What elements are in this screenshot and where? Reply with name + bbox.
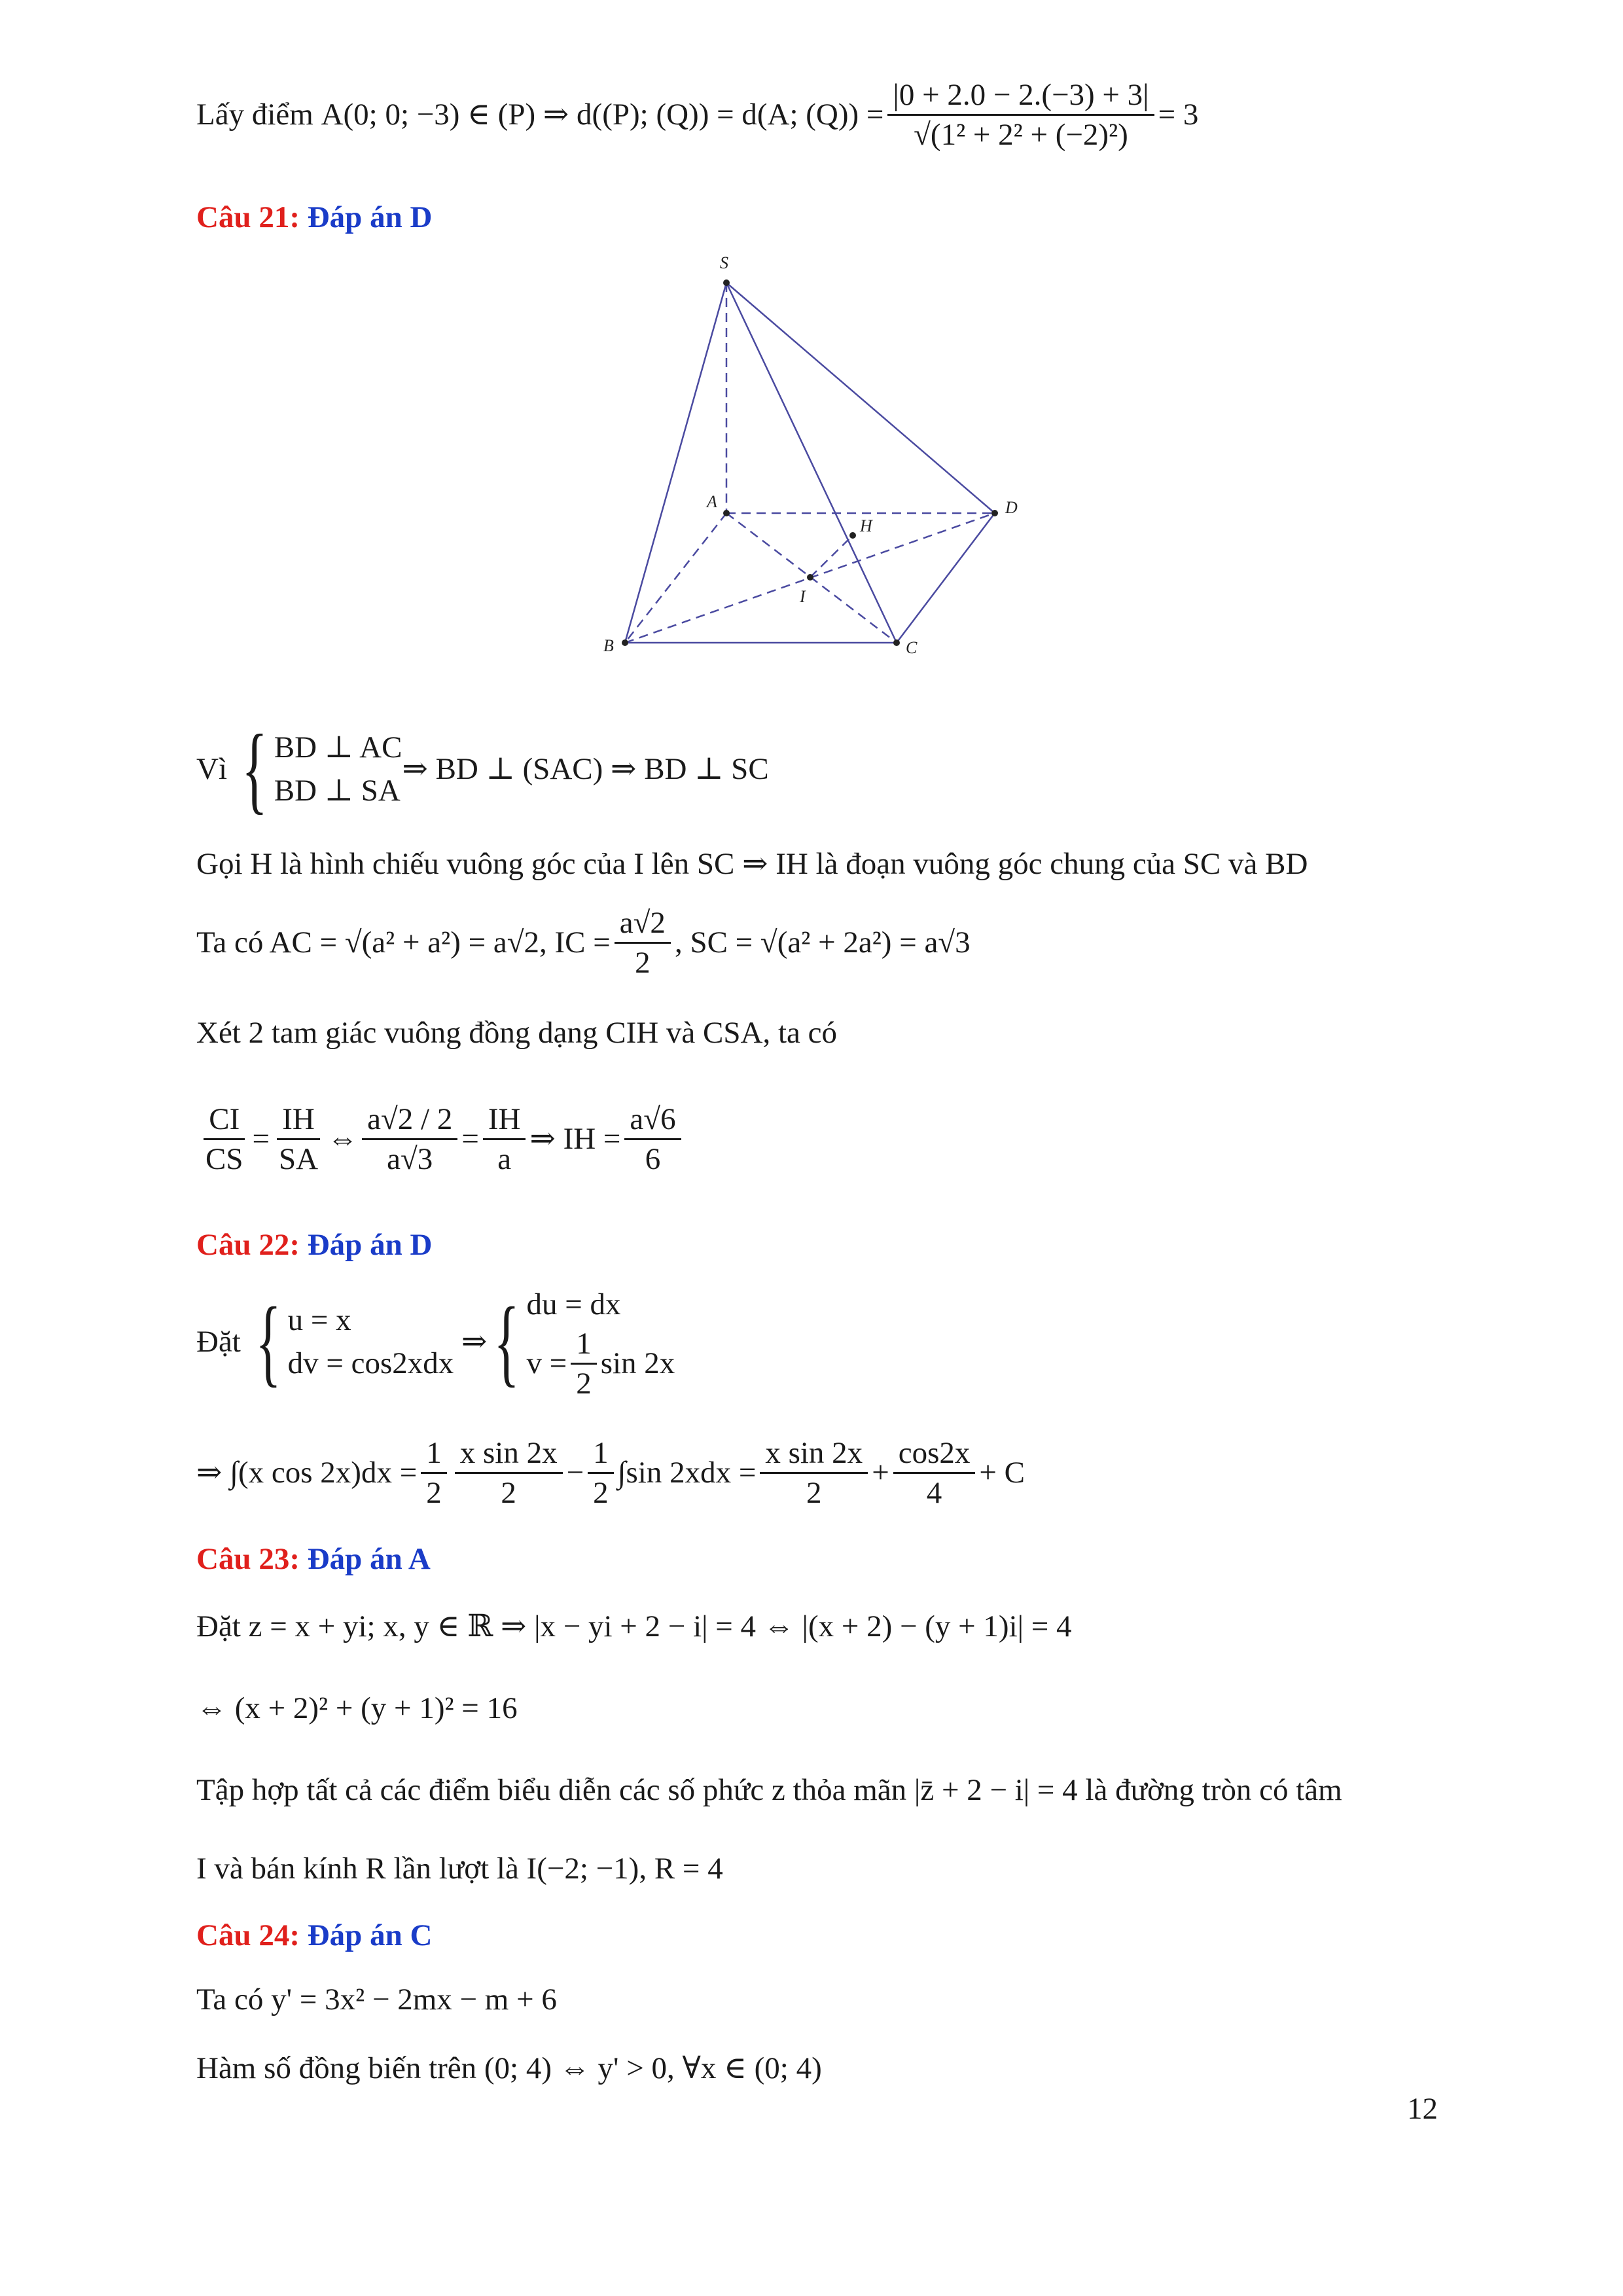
q23-line-4: I và bán kính R lần lượt là I(−2; −1), R = 4 [196,1852,723,1886]
q22-label: Câu 22: [196,1228,300,1262]
ratio-values-num: a√2 / 2 [362,1102,457,1140]
dat-word: Đặt [196,1325,241,1359]
label-I: I [800,587,806,606]
int-frac-3-num: 1 [588,1435,614,1474]
perp-system [235,715,402,823]
distance-result: = 3 [1158,98,1199,132]
system-brace: { [241,715,268,823]
q22-integral-line [196,1427,1025,1518]
int-frac-4 [760,1435,868,1511]
page-number: 12 [1407,2092,1438,2126]
int-frac-2 [455,1435,563,1511]
half-frac [571,1326,597,1401]
ih: IH [277,1102,320,1140]
distance-numerator: |0 + 2.0 − 2.(−3) + 3| [887,77,1154,116]
q21-heading [196,200,432,235]
vi-word: Vì [196,752,227,786]
integral-end: + C [979,1456,1025,1490]
minus-sign: − [566,1456,584,1490]
ih-2: IH [483,1102,526,1140]
q21-answer: Đáp án D [307,200,433,234]
int-frac-3-den: 2 [593,1475,609,1510]
int-frac-5 [893,1435,976,1511]
q24-line-1: Ta có y' = 3x² − 2mx − m + 6 [196,1982,557,2017]
substitution-system [249,1287,454,1396]
label-H: H [860,516,872,535]
int-frac-5-num: cos2x [893,1435,976,1474]
q23-line-3: Tập hợp tất cả các điểm biểu diễn các số phức z thỏa mãn |z̄ + 2 − i| = 4 là đường tròn có tâm [196,1773,1342,1807]
ic-num: a√2 [615,905,671,944]
brace-left-1: { [255,1287,281,1396]
pyramid-figure [589,249,1018,668]
ratio-ci-cs [200,1102,249,1177]
point-D [991,510,998,516]
edge-CD [897,513,995,643]
edge-SB [625,283,726,643]
label-D: D [1005,498,1018,517]
q22-answer: Đáp án D [307,1228,433,1262]
du-def: du = dx [526,1287,621,1321]
ac-expr: Ta có AC = √(a² + a²) = a√2, IC = [196,925,611,960]
edge-SD [726,283,995,513]
distance-fraction [887,77,1154,152]
q21-vi-line [196,715,769,823]
edge-AB [625,513,726,643]
int-frac-1-den: 2 [426,1475,442,1510]
ci: CI [204,1102,245,1140]
ratio-ih-a [483,1102,526,1177]
q22-dat-line [196,1276,675,1407]
int-frac-4-num: x sin 2x [760,1435,868,1474]
integral-pre: ⇒ ∫(x cos 2x)dx = [196,1456,418,1490]
distance-expr: A(0; 0; −3) ∈ (P) ⇒ d((P); (Q)) = d(A; (Q)) = [321,98,884,132]
distance-denominator: √(1² + 2² + (−2)²) [914,117,1128,152]
half-num: 1 [571,1326,597,1365]
edge-SC [726,283,897,643]
eq-sign-2: = [461,1122,479,1156]
ic-fraction [615,905,671,980]
q23-answer: Đáp án A [307,1542,431,1576]
ratio-ih-sa [274,1102,323,1177]
perp-ac: BD ⊥ AC [274,730,402,764]
ih-result-num: a√6 [624,1102,681,1140]
label-S: S [720,253,728,272]
equiv-sign: ⇔ [327,1122,359,1156]
perp-sa: BD ⊥ SA [274,774,401,808]
int-frac-2-den: 2 [501,1475,516,1510]
label-B: B [603,636,614,655]
point-A [723,510,730,516]
eq-sign-1: = [252,1122,270,1156]
ih-implies: ⇒ IH = [529,1122,621,1156]
integral-mid: ∫sin 2xdx = [617,1456,757,1490]
q23-heading [196,1541,431,1577]
distance-line [196,65,1198,164]
q24-heading [196,1918,432,1953]
int-frac-1-num: 1 [421,1435,447,1474]
point-I [807,574,813,581]
q24-answer: Đáp án C [307,1918,433,1952]
int-frac-2-num: x sin 2x [455,1435,563,1474]
ih-result-den: 6 [645,1141,661,1176]
label-C: C [906,638,918,657]
q21-line-2: Gọi H là hình chiếu vuông góc của I lên SC ⇒ IH là đoạn vuông góc chung của SC và BD [196,847,1308,881]
label-A: A [707,492,717,511]
implies-sign: ⇒ [461,1325,488,1359]
sc-expr: , SC = √(a² + 2a²) = a√3 [674,925,971,960]
plus-sign: + [872,1456,889,1490]
result-system [487,1283,675,1401]
ic-den: 2 [635,945,651,980]
v-sin: sin 2x [600,1346,675,1380]
q21-taco-line [196,897,971,988]
q23-line-1: Đặt z = x + yi; x, y ∈ ℝ ⇒ |x − yi + 2 − i| = 4 ⇔ |(x + 2) − (y + 1)i| = 4 [196,1609,1072,1643]
sa: SA [279,1141,319,1176]
point-C [893,639,900,646]
int-frac-1 [421,1435,447,1511]
q21-label: Câu 21: [196,200,300,234]
intro-text: Lấy điểm [196,98,313,132]
q21-xet-line: Xét 2 tam giác vuông đồng dạng CIH và CSA, ta có [196,1016,837,1050]
v-def [526,1326,675,1401]
perp-conclusion: ⇒ BD ⊥ (SAC) ⇒ BD ⊥ SC [402,752,769,786]
point-H [849,532,856,539]
q23-label: Câu 23: [196,1542,300,1576]
half-den: 2 [576,1366,592,1401]
int-frac-3 [588,1435,614,1511]
ratio-values-den: a√3 [387,1141,433,1176]
cs: CS [205,1141,243,1176]
q22-heading [196,1227,432,1263]
int-frac-5-den: 4 [926,1475,942,1510]
v-eq: v = [526,1346,567,1380]
dv-def: dv = cos2xdx [287,1346,454,1380]
point-S [723,279,730,286]
q21-ratio-line [196,1073,685,1204]
ratio-values [362,1102,457,1177]
u-def: u = x [287,1303,351,1337]
q24-label: Câu 24: [196,1918,300,1952]
int-frac-4-den: 2 [806,1475,822,1510]
q23-line-2: ⇔ (x + 2)² + (y + 1)² = 16 [196,1691,518,1725]
point-B [622,639,628,646]
a-den: a [497,1141,512,1176]
ih-result [624,1102,681,1177]
brace-left-2: { [493,1287,520,1396]
q24-line-2: Hàm số đồng biến trên (0; 4) ⇔ y' > 0, ∀x ∈ (0; 4) [196,2051,822,2085]
